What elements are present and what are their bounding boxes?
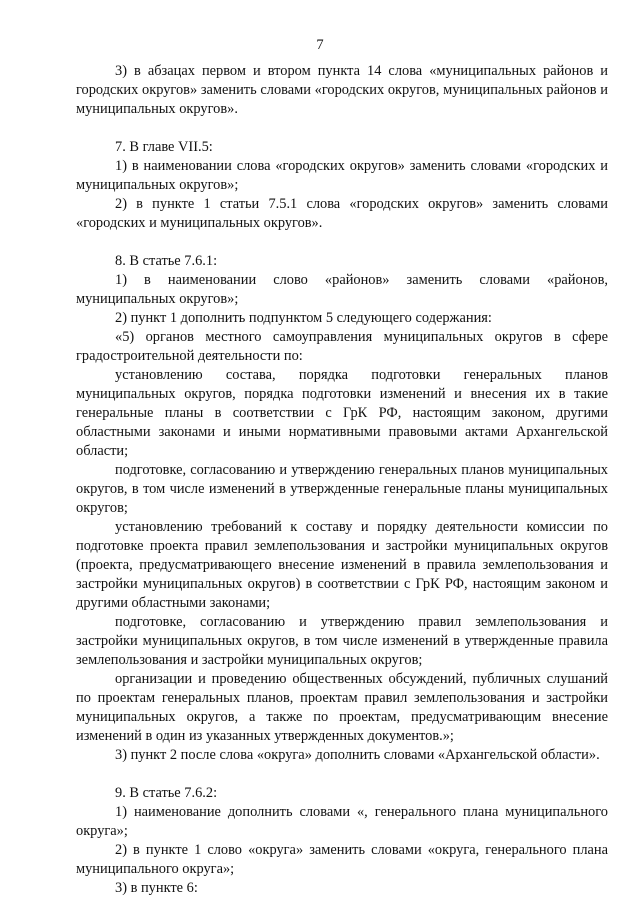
paragraph: 2) в пункте 1 статьи 7.5.1 слова «городских округов» заменить словами «городских и муниципальных округов». [76, 196, 608, 231]
paragraph: подготовке, согласованию и утверждению правил землепользования и застройки муниципальных округов, в том числе изменений в утвержденные правила землепользования и застройки муниципальных округов; [76, 614, 608, 668]
paragraph: 1) в наименовании слова «городских округов» заменить словами «городских и муниципальных округов»; [76, 158, 608, 193]
paragraph: «5) органов местного самоуправления муниципальных округов в сфере градостроительной деятельности по: [76, 329, 608, 364]
paragraph: 8. В статье 7.6.1: [115, 253, 218, 269]
paragraph: 3) в абзацах первом и втором пункта 14 слова «муниципальных районов и городских округов» заменить словами «городских округов, муниципальных районов и муниципальных округов». [76, 63, 608, 117]
paragraph: 3) пункт 2 после слова «округа» дополнить словами «Архангельской области». [115, 747, 600, 763]
paragraph: подготовке, согласованию и утверждению генеральных планов муниципальных округов, в том числе изменений в утвержденные генеральные планы муниципальных округов; [76, 462, 608, 516]
page-number: 7 [316, 37, 324, 53]
paragraph: 2) пункт 1 дополнить подпунктом 5 следующего содержания: [115, 310, 492, 326]
paragraph: 1) в наименовании слово «районов» заменить словами «районов, муниципальных округов»; [76, 272, 608, 307]
paragraph-spacer [76, 233, 608, 252]
paragraph: организации и проведению общественных обсуждений, публичных слушаний по проектам генеральных планов, проектам правил землепользования и застройки муниципальных округов, а также по проектам, предусматривающим внесение изменений в один из указанных утвержденных документов.»; [76, 671, 608, 744]
paragraph-spacer [76, 119, 608, 138]
paragraph-spacer [76, 765, 608, 784]
paragraph: установлению требований к составу и порядку деятельности комиссии по подготовке проекта правил землепользования и застройки муниципальных округов (проекта, предусматривающего внесение изменений в правила землепользования и застройки муниципальных округов) в соответствии с ГрК РФ, настоящим законом и другими областными законами; [76, 519, 608, 611]
paragraph: 9. В статье 7.6.2: [115, 785, 218, 801]
paragraph: 7. В главе VII.5: [115, 139, 213, 155]
document-body [76, 62, 608, 898]
paragraph: 3) в пункте 6: [115, 880, 198, 896]
paragraph: 2) в пункте 1 слово «округа» заменить словами «округа, генерального плана муниципального округа»; [76, 842, 608, 877]
paragraph: 1) наименование дополнить словами «, генерального плана муниципального округа»; [76, 804, 608, 839]
paragraph: установлению состава, порядка подготовки генеральных планов муниципальных округов, порядка подготовки изменений и внесения их в такие генеральные планы в соответствии с ГрК РФ, настоящим законом, другими областными законами и иными нормативными правовыми актами Архангельской области; [76, 367, 608, 459]
